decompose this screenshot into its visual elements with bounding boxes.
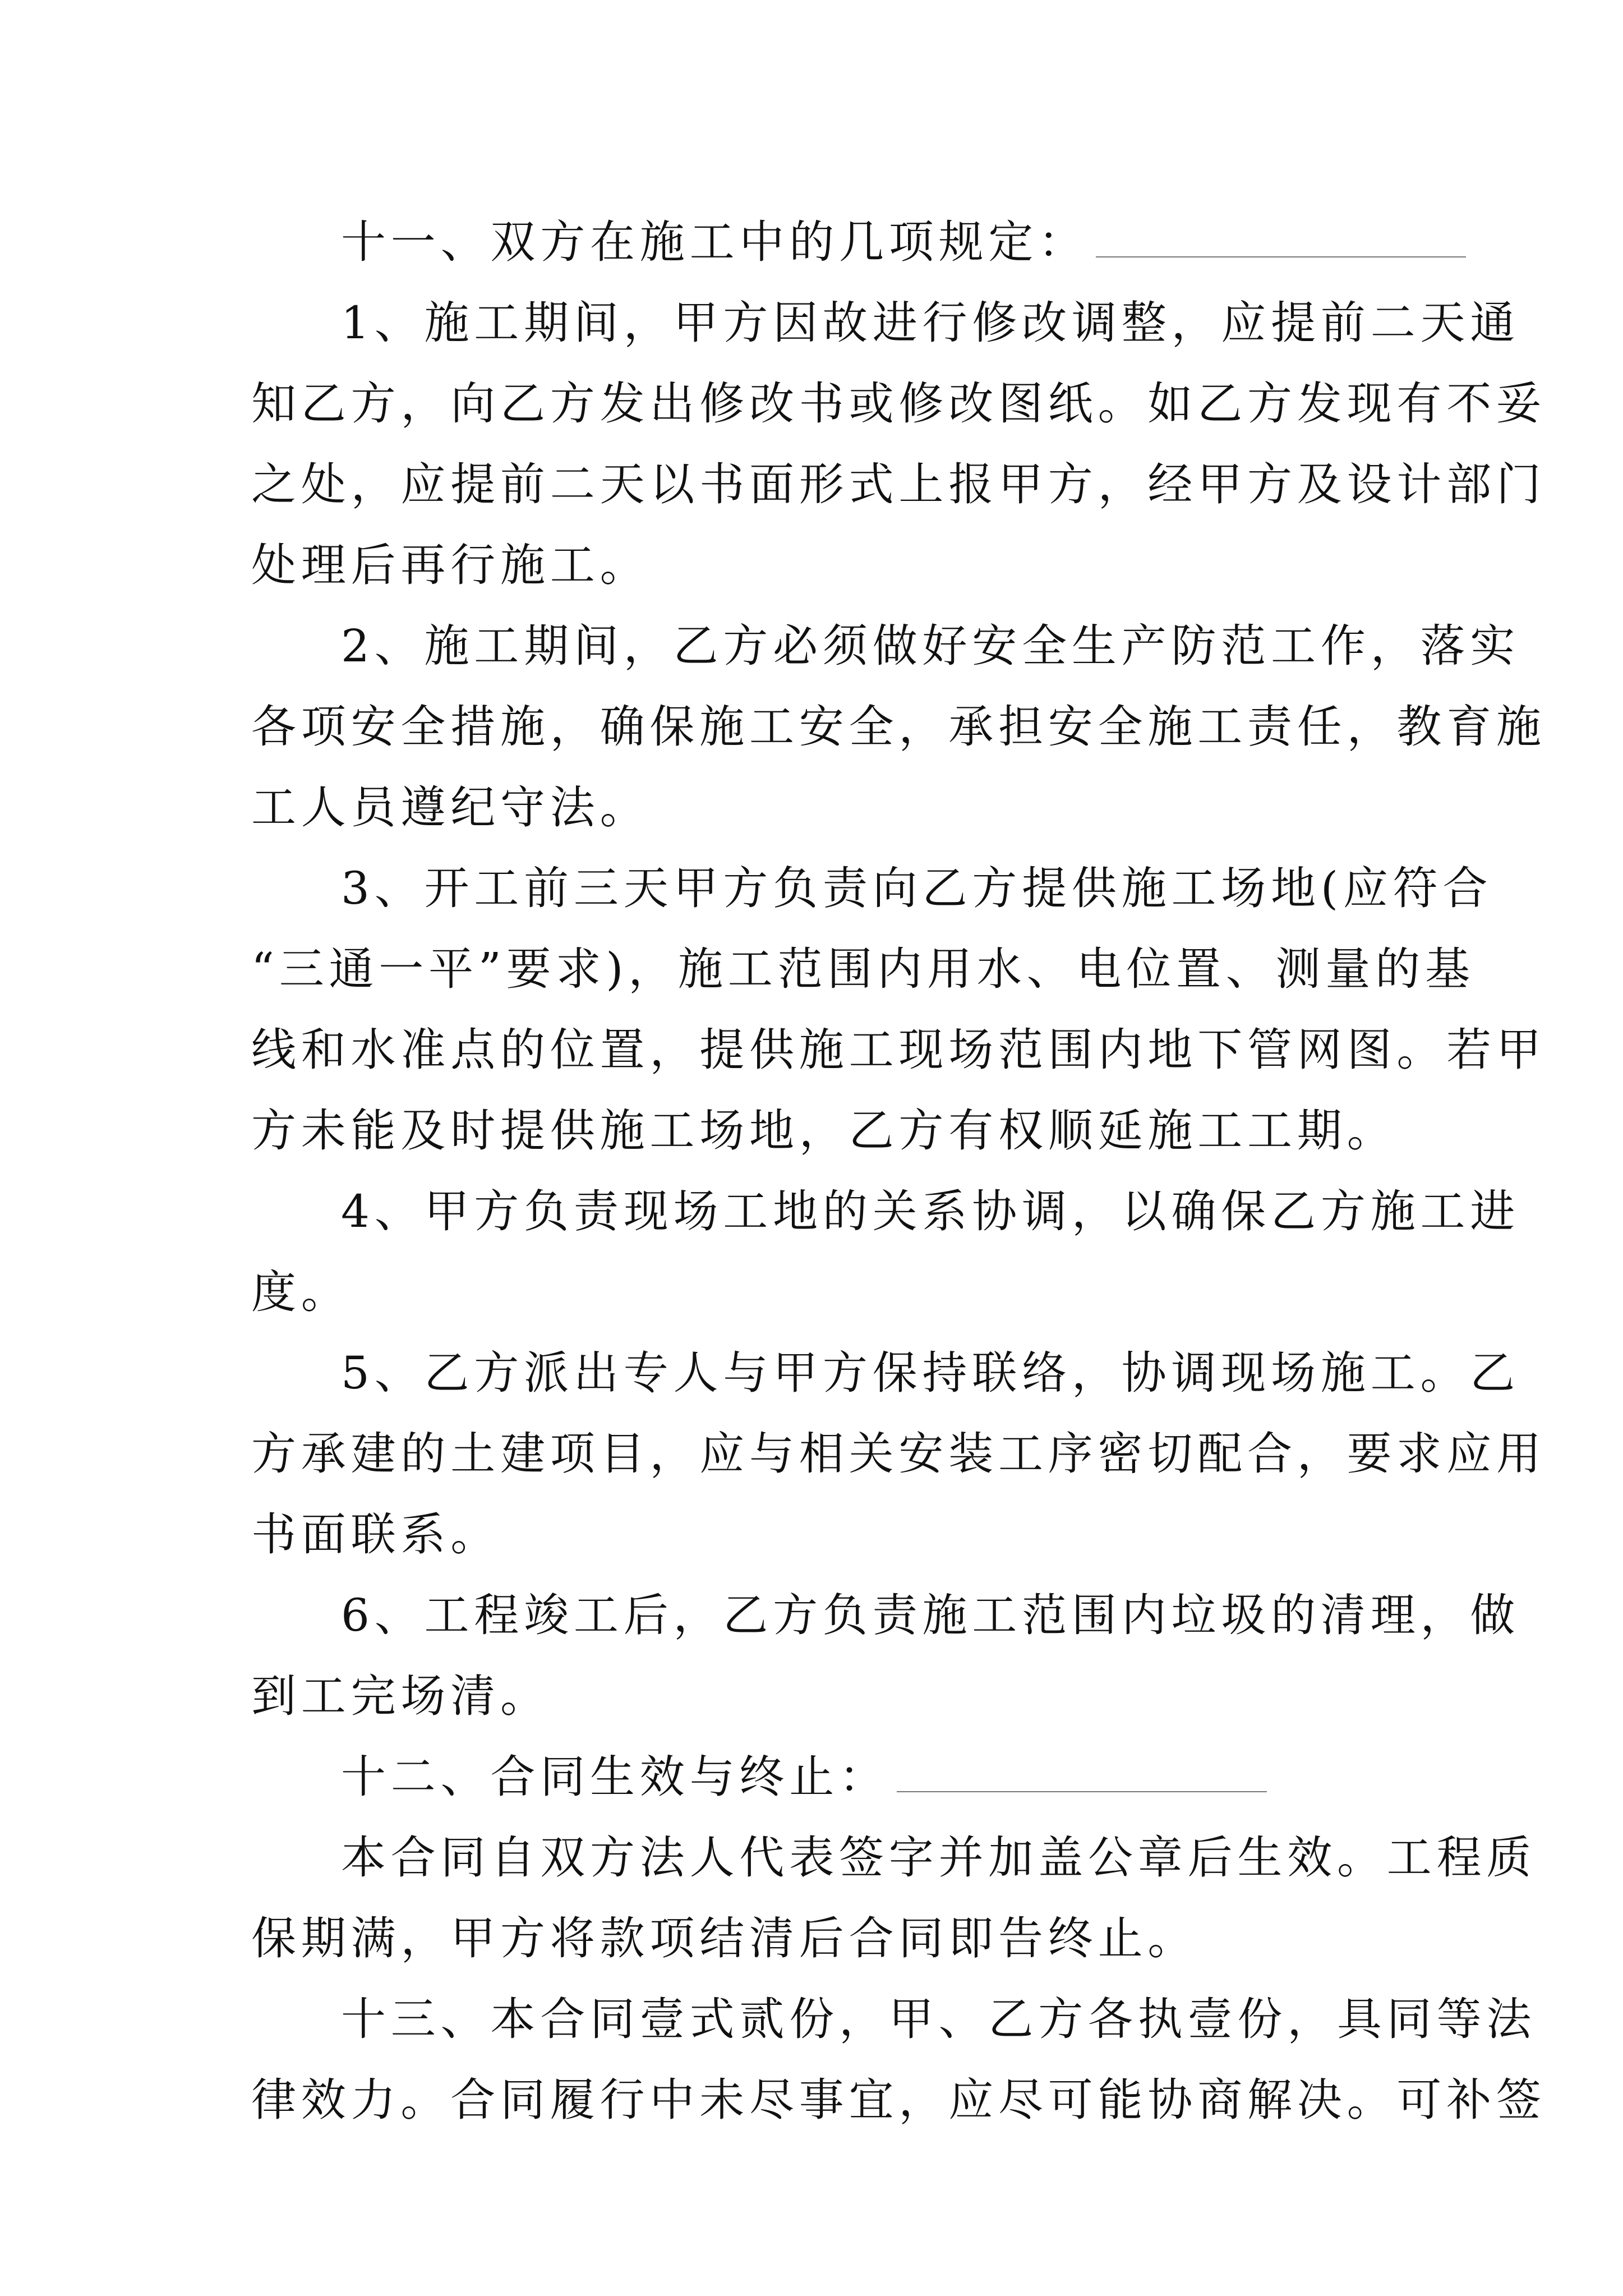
section-13-line-1: 十三、本合同壹式贰份，甲、乙方各执壹份，具同等法	[341, 1993, 1537, 2045]
clause-3-line-2: “三通一平”要求)，施工范围内用水、电位置、测量的基	[251, 943, 1475, 995]
clause-4-line-2: 度。	[251, 1266, 351, 1318]
clause-6-line-2: 到工完场清。	[251, 1670, 550, 1722]
clause-4-line-1: 4、甲方负责现场工地的关系协调，以确保乙方施工进	[341, 1185, 1520, 1237]
clause-3-line-1: 3、开工前三天甲方负责向乙方提供施工场地(应符合	[341, 862, 1493, 914]
section-11-heading-line	[251, 202, 1393, 283]
section-12-line-2: 保期满，甲方将款项结清后合同即告终止。	[251, 1912, 1198, 1964]
clause-2-line-2: 各项安全措施，确保施工安全，承担安全施工责任，教育施	[251, 701, 1546, 753]
section-11-heading: 十一、双方在施工中的几项规定：	[341, 216, 1088, 268]
clause-2-line-3: 工人员遵纪守法。	[251, 781, 650, 834]
clause-3-line-3: 线和水准点的位置，提供施工现场范围内地下管网图。若甲	[251, 1024, 1546, 1076]
section-12-heading: 十二、合同生效与终止：	[341, 1751, 889, 1803]
section-12-line-1: 本合同自双方法人代表签字并加盖公章后生效。工程质	[341, 1832, 1537, 1884]
fill-in-blank-underline	[897, 1791, 1267, 1792]
clause-5-line-3: 书面联系。	[251, 1508, 500, 1561]
clause-6-line-1: 6、工程竣工后，乙方负责施工范围内垃圾的清理，做	[341, 1589, 1520, 1641]
clause-5-line-2: 方承建的土建项目，应与相关安装工序密切配合，要求应用	[251, 1428, 1546, 1480]
section-13-line-2: 律效力。合同履行中未尽事宜，应尽可能协商解决。可补签	[251, 2074, 1546, 2126]
section-12-heading-line	[251, 1737, 1393, 1818]
fill-in-blank-underline	[1096, 256, 1466, 257]
clause-5-line-1: 5、乙方派出专人与甲方保持联络，协调现场施工。乙	[341, 1347, 1520, 1399]
clause-2-line-1: 2、施工期间，乙方必须做好安全生产防范工作，落实	[341, 620, 1520, 672]
clause-1-line-2: 知乙方，向乙方发出修改书或修改图纸。如乙方发现有不妥	[251, 378, 1546, 430]
clause-3-line-4: 方未能及时提供施工场地，乙方有权顺延施工工期。	[251, 1105, 1397, 1157]
clause-1-line-3: 之处，应提前二天以书面形式上报甲方，经甲方及设计部门	[251, 458, 1546, 510]
clause-1-line-1: 1、施工期间，甲方因故进行修改调整，应提前二天通	[341, 297, 1520, 349]
clause-1-line-4: 处理后再行施工。	[251, 539, 650, 591]
